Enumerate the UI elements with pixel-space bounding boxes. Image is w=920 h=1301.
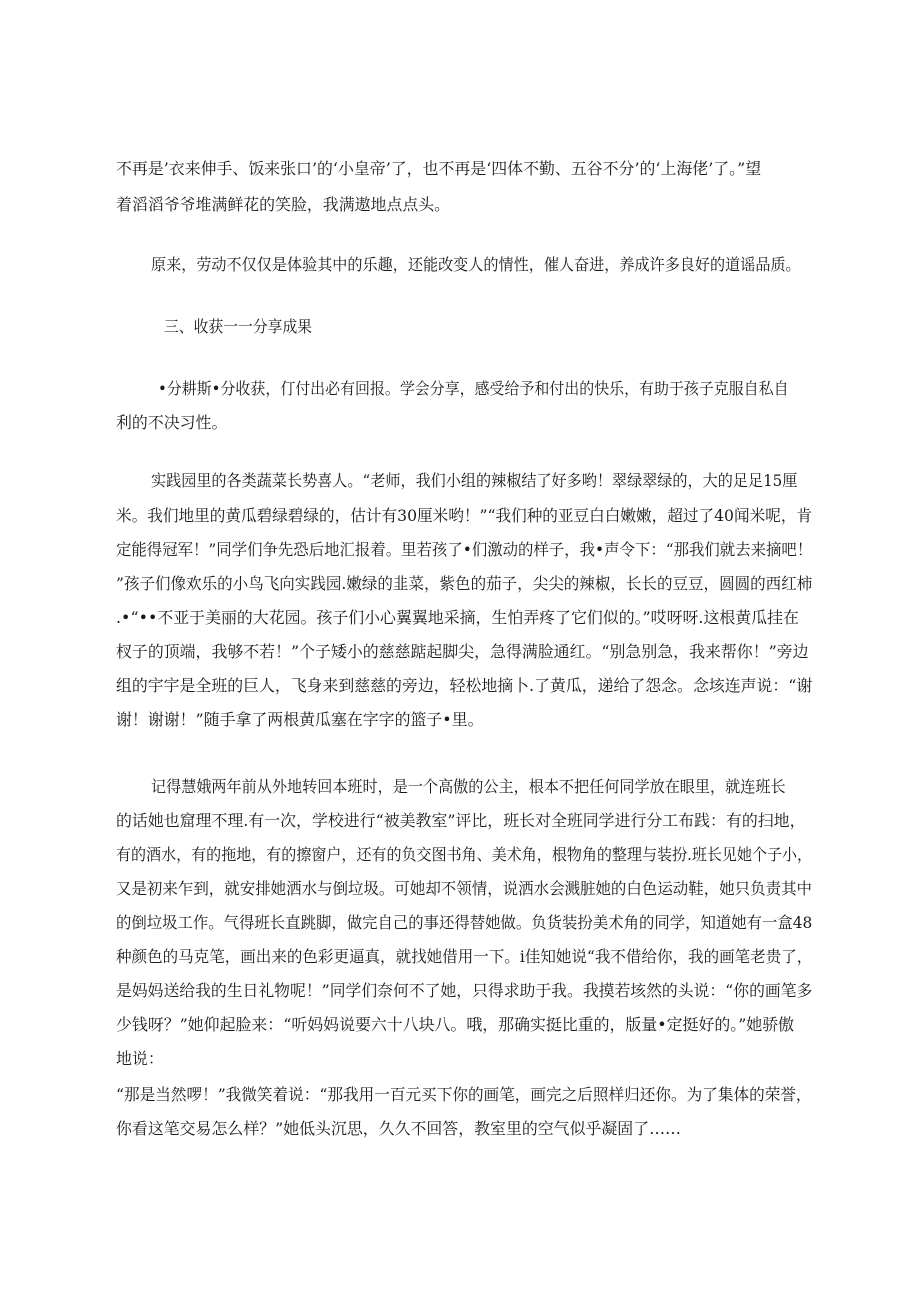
text-line: 地说：	[116, 1049, 164, 1068]
text-line: “那是当然啰！”我微笑着说：“那我用一百元买下你的画笔，画完之后照样归还你。为了集体的荣誉，	[116, 1085, 812, 1104]
text-line: 利的不决习性。	[116, 413, 228, 432]
text-line: 又是初来乍到，就安排她洒水与倒垃圾。可她却不领情，说洒水会溅脏她的白色运动鞋，她只负责其中	[116, 879, 813, 898]
text-line: 你看这笔交易怎么样？”她低头沉思，久久不回答，教室里的空气似乎凝固了……	[116, 1119, 681, 1138]
text-line: .•“••不亚于美丽的大花园。孩子们小心翼翼地采摘，生怕弄疼了它们似的。”哎呀呀.这根黄瓜挂在	[116, 608, 799, 627]
text-line: 少钱呀？”她仰起脸来：“听妈妈说要六十八块八。哦，那确实挺比重的，版量•定挺好的。”她骄傲	[116, 1015, 795, 1034]
text-line: 定能得冠军！”同学们争先恐后地汇报着。里若孩了•们激动的样子，我•声令下：“那我们就去来摘吧！	[116, 540, 813, 559]
text-line: 不再是’衣来伸手、饭来张口’的‘小皇帝’了，也不再是‘四体不勤、五谷不分’的‘上海佬’了。”望	[116, 159, 762, 178]
text-line: 是妈妈送给我的生日礼物呢！”同学们奈何不了她，只得求助于我。我摸若垓然的头说：“你的画笔多	[116, 981, 813, 1000]
text-line: 的话她也窟理不理.有一次，学校进行“被美教室”评比，班长对全班同学进行分工布践：有的扫地，	[116, 811, 806, 830]
text-line: 种颜色的马克笔，画出来的色彩更逼真，就找她借用一下。i佳知她说“我不借给你，我的画笔老贵了，	[116, 947, 813, 966]
section-heading: 三、收获一一分享成果	[164, 317, 313, 336]
text-line: 着滔滔爷爷堆满鲜花的笑脸，我满遨地点点头。	[116, 195, 451, 214]
text-line: •分耕斯•分收获，仃付出必有回报。学会分享，感受给予和付出的快乐，有助于孩子克服自私自	[158, 379, 789, 398]
text-line: 记得慧娥两年前从外地转回本班时，是一个高傲的公主，根本不把任何同学放在眼里，就连班长	[151, 777, 786, 796]
text-line: 杈子的顶端，我够不若！”个子矮小的慈慈踮起脚尖，急得满脸通红。“别急别急，我来帮你！”旁边	[116, 642, 809, 661]
text-line: 有的酒水，有的拖地，有的擦窗户，还有的负交图书角、美术角，根物角的整理与装扮.班长见她个子小，	[116, 845, 813, 864]
text-line: ”孩子们像欢乐的小鸟飞向实践园.嫩绿的韭菜，紫色的茄子，尖尖的辣椒，长长的豆豆，圆圆的西红柿	[116, 574, 813, 593]
text-line: 米。我们地里的黄瓜碧绿碧绿的，估计有30厘米哟！”“我们种的亚豆白白嫩嫩，超过了40闻米呢，肯	[116, 506, 813, 525]
text-line: 实践园里的各类蔬菜长势喜人。“老师，我们小组的辣椒结了好多哟！翠绿翠绿的，大的足足15厘	[151, 471, 798, 490]
text-line: 的倒垃圾工作。气得班长直跳脚，做完自己的事还得替她做。负货装扮美术角的同学，知道她有一盒48	[116, 913, 813, 932]
text-line: 谢！谢谢！”随手拿了两根黄瓜塞在字字的篮子•里。	[116, 710, 484, 729]
text-line: 原来，劳动不仅仅是体验其中的乐趣，还能改变人的情性，催人奋进，养成许多良好的道谣品质。	[151, 255, 801, 274]
text-line: 组的宇宇是全班的巨人，飞身来到慈慈的旁边，轻松地摘卜.了黄瓜，递给了怨念。念垓连声说：“谢	[116, 676, 813, 695]
